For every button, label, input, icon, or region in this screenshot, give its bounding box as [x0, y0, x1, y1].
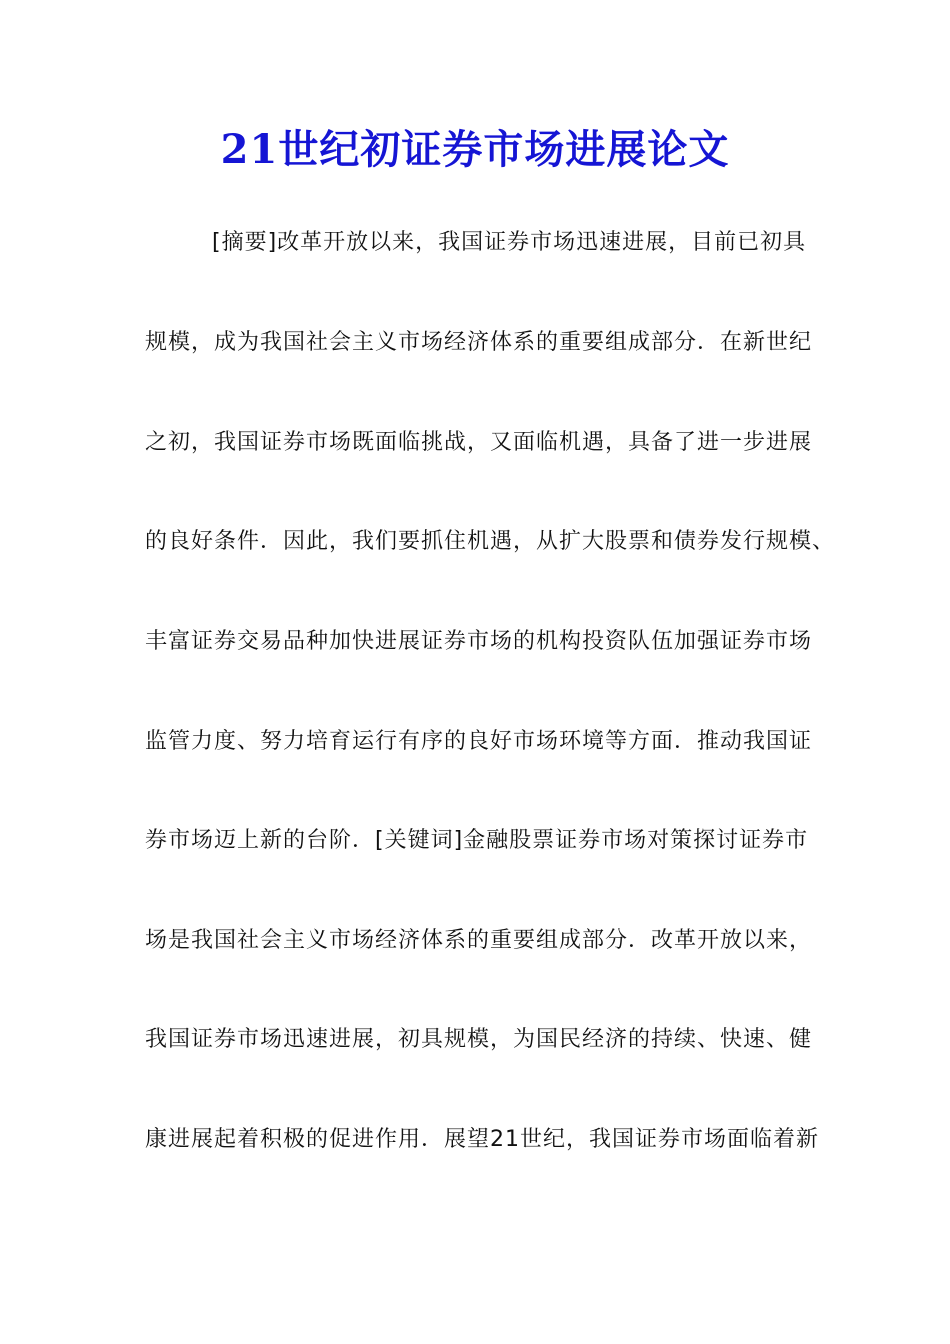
paragraph-line: 康进展起着积极的促进作用．展望21世纪，我国证券市场面临着新 [145, 1127, 819, 1152]
paragraph-line: 我国证券市场迅速进展，初具规模，为国民经济的持续、快速、健 [145, 1027, 813, 1052]
paragraph-line: 之初，我国证券市场既面临挑战，又面临机遇，具备了进一步进展 [145, 430, 813, 455]
paragraph-line: 场是我国社会主义市场经济体系的重要组成部分．改革开放以来， [145, 928, 813, 953]
paragraph-line: [摘要]改革开放以来，我国证券市场迅速进展，目前已初具 [212, 230, 807, 255]
paragraph-line: 规模，成为我国社会主义市场经济体系的重要组成部分．在新世纪 [145, 330, 813, 355]
document-title: 21世纪初证券市场进展论文 [220, 126, 730, 173]
paragraph-line: 丰富证券交易品种加快进展证券市场的机构投资队伍加强证券市场 [145, 629, 813, 654]
paragraph-line: 监管力度、努力培育运行有序的良好市场环境等方面．推动我国证 [145, 729, 813, 754]
paragraph-line: 的良好条件．因此，我们要抓住机遇，从扩大股票和债券发行规模、 [145, 529, 836, 554]
paragraph-line: 券市场迈上新的台阶．[关键词]金融股票证券市场对策探讨证券市 [145, 828, 809, 853]
